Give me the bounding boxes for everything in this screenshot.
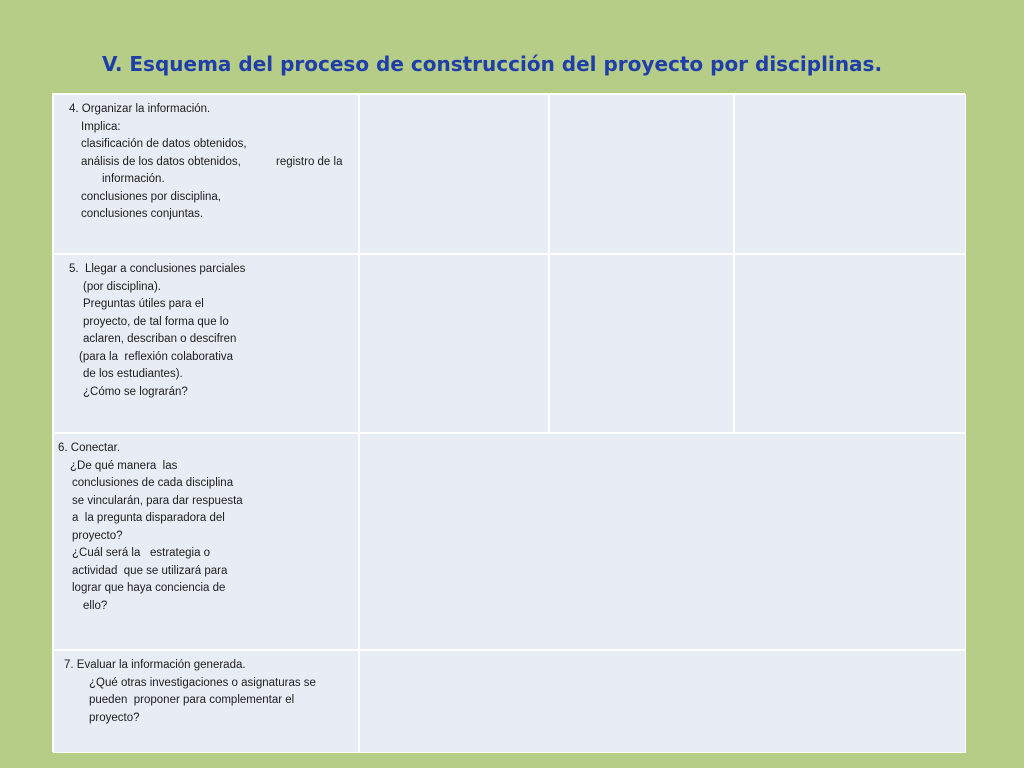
step-5-line: (por disciplina). (83, 281, 161, 293)
step-6-line: actividad que se utilizará para (72, 565, 228, 577)
step-5-line: proyecto, de tal forma que lo (83, 316, 229, 328)
step-6-line: lograr que haya conciencia de (72, 582, 226, 594)
table-cell-empty (359, 94, 549, 254)
step-5-line: Preguntas útiles para el (83, 298, 204, 310)
step-6-line: ¿De qué manera las (70, 460, 178, 472)
step-5-line: de los estudiantes). (83, 368, 183, 380)
step-6-line: se vincularán, para dar respuesta (72, 495, 243, 507)
step-7-heading: 7. Evaluar la información generada. (64, 659, 246, 671)
step-6-line: proyecto? (72, 530, 123, 542)
step-7-line: pueden proponer para complementar el (89, 694, 295, 706)
table-cell-step-5 (53, 254, 359, 433)
step-4-line: análisis de los datos obtenidos, (81, 156, 241, 168)
table-cell-empty (549, 94, 734, 254)
table-cell-empty (734, 254, 966, 433)
step-4-line: clasificación de datos obtenidos, (81, 138, 247, 150)
step-6-line: conclusiones de cada disciplina (72, 477, 234, 489)
table-cell-empty (359, 650, 966, 753)
step-4-line: Implica: (81, 121, 121, 133)
step-6-line: ¿Cuál será la estrategia o (72, 547, 211, 559)
step-4-line: registro de la (276, 156, 343, 168)
step-5-line: ¿Cómo se lograrán? (83, 386, 188, 398)
step-7-line: ¿Qué otras investigaciones o asignaturas se (89, 677, 316, 689)
step-4-line: conclusiones por disciplina, (81, 191, 221, 203)
step-5-heading: 5. Llegar a conclusiones parciales (69, 263, 246, 275)
table-cell-empty (549, 254, 734, 433)
table-cell-step-7 (53, 650, 359, 753)
step-6-line: ello? (83, 600, 108, 612)
table-cell-empty (359, 254, 549, 433)
table-cell-empty (734, 94, 966, 254)
step-5-line: aclaren, describan o descifren (83, 333, 237, 345)
step-4-line: información. (102, 173, 165, 185)
process-table (52, 93, 965, 752)
table-cell-step-4 (53, 94, 359, 254)
step-5-line: (para la reflexión colaborativa (79, 351, 234, 363)
table-cell-empty (359, 433, 966, 650)
step-4-line: conclusiones conjuntas. (81, 208, 204, 220)
step-7-line: proyecto? (89, 712, 140, 724)
step-4-heading: 4. Organizar la información. (69, 103, 211, 115)
step-6-heading: 6. Conectar. (58, 442, 121, 454)
slide-title: V. Esquema del proceso de construcción del proyecto por disciplinas. (101, 52, 883, 76)
step-6-line: a la pregunta disparadora del (72, 512, 225, 524)
table-cell-step-6 (53, 433, 359, 650)
